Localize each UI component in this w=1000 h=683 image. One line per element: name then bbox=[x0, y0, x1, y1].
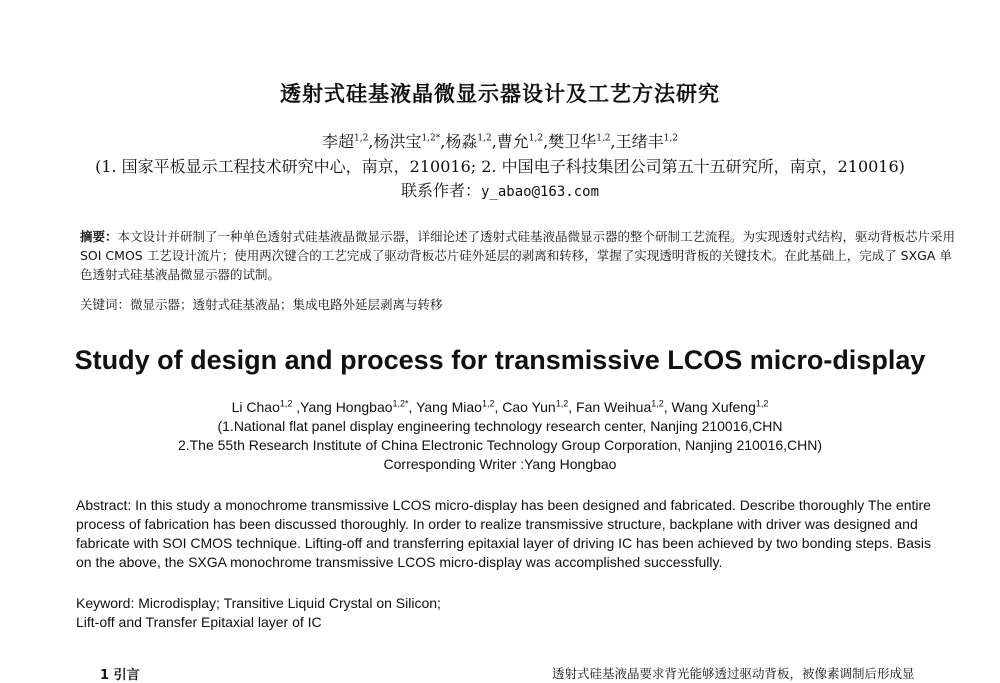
en-author-block bbox=[0, 398, 1000, 474]
cn-keywords-label: 关键词： bbox=[80, 297, 131, 312]
cn-affiliation: (1. 国家平板显示工程技术研究中心，南京，210016; 2. 中国电子科技集团公司第五十五研究所，南京，210016) bbox=[95, 157, 905, 176]
en-keyword-line: Lift-off and Transfer Epitaxial layer of IC bbox=[76, 614, 322, 630]
en-corresponding: Corresponding Writer :Yang Hongbao bbox=[383, 456, 617, 472]
author: 李超$^{1,2}$ bbox=[322, 132, 369, 151]
cn-title: 透射式硅基液晶微显示器设计及工艺方法研究 bbox=[280, 82, 720, 106]
cn-keywords bbox=[80, 295, 960, 313]
author: ,Yang Hongbao$^{1,2*}$ bbox=[292, 398, 409, 415]
author: , Fan Weihua$^{1,2}$ bbox=[568, 398, 664, 415]
cn-abstract-text: 本文设计并研制了一种单色透射式硅基液晶微显示器，详细论述了透射式硅基液晶微显示器的整个研制工艺流程。为实现透射式结构，驱动背板芯片采用 SOI CMOS 工艺设计流片；使用两次键合的工艺完成了驱动背板芯片硅外延层的剥离和转移，掌握了实现透明背板的关键技术。在此基础上，完成了 SXGA 单色透射式硅基液晶微显示器的试制。 bbox=[80, 229, 956, 282]
en-affiliation-1: (1.National flat panel display engineering technology research center, Nanjing 210016,CHN bbox=[217, 418, 783, 434]
cn-abstract bbox=[80, 227, 960, 284]
author: ,杨淼$^{1,2}$ bbox=[440, 132, 492, 151]
en-affiliation-2: 2.The 55th Research Institute of China Electronic Technology Group Corporation, Nanjing 210016,CHN) bbox=[177, 437, 823, 453]
en-title: Study of design and process for transmissive LCOS micro-display bbox=[74, 345, 926, 375]
body-column-2-text: 透射式硅基液晶要求背光能够透过驱动背板，被像素调制后形成显 bbox=[552, 666, 915, 681]
author: ,杨洪宝$^{1,2*}$ bbox=[368, 132, 441, 151]
author: ,樊卫华$^{1,2}$ bbox=[543, 132, 611, 151]
cn-abstract-label: 摘要： bbox=[80, 229, 118, 244]
author: ,王绪丰$^{1,2}$ bbox=[610, 132, 678, 151]
contact-label: 联系作者： bbox=[400, 181, 481, 200]
cn-keywords-text: 微显示器；透射式硅基液晶；集成电路外延层剥离与转移 bbox=[130, 297, 443, 312]
contact-email: y_abao@163.com bbox=[481, 184, 600, 200]
en-keyword-line: Keyword: Microdisplay; Transitive Liquid Crystal on Silicon; bbox=[76, 595, 441, 611]
section-heading: 1 引言 bbox=[100, 668, 140, 683]
author: Li Chao$^{1,2}$ bbox=[231, 398, 293, 415]
author: ,曹允$^{1,2}$ bbox=[491, 132, 544, 151]
en-abstract: Abstract: In this study a monochrome transmissive LCOS micro-display has been designed and fabricated. Describe thoroughly The entire process of fabrication has been discussed thoroughly. In order to realize transmissive structure, backplane with driver was designed and fabricate with SOI CMOS technique. Lifting-off and transferring epitaxial layer of driving IC has been achieved by two bonding steps. Basis on the above, the SXGA monochrome transmissive LCOS micro-display was accomplished successfully. bbox=[76, 497, 931, 570]
author: , Wang Xufeng$^{1,2}$ bbox=[663, 398, 769, 415]
en-author-list bbox=[0, 398, 1000, 417]
cn-author-list bbox=[0, 129, 1000, 152]
en-keywords bbox=[76, 594, 946, 632]
author: , Cao Yun$^{1,2}$ bbox=[494, 398, 569, 415]
author: , Yang Miao$^{1,2}$ bbox=[408, 398, 495, 415]
cn-contact bbox=[0, 178, 1000, 201]
